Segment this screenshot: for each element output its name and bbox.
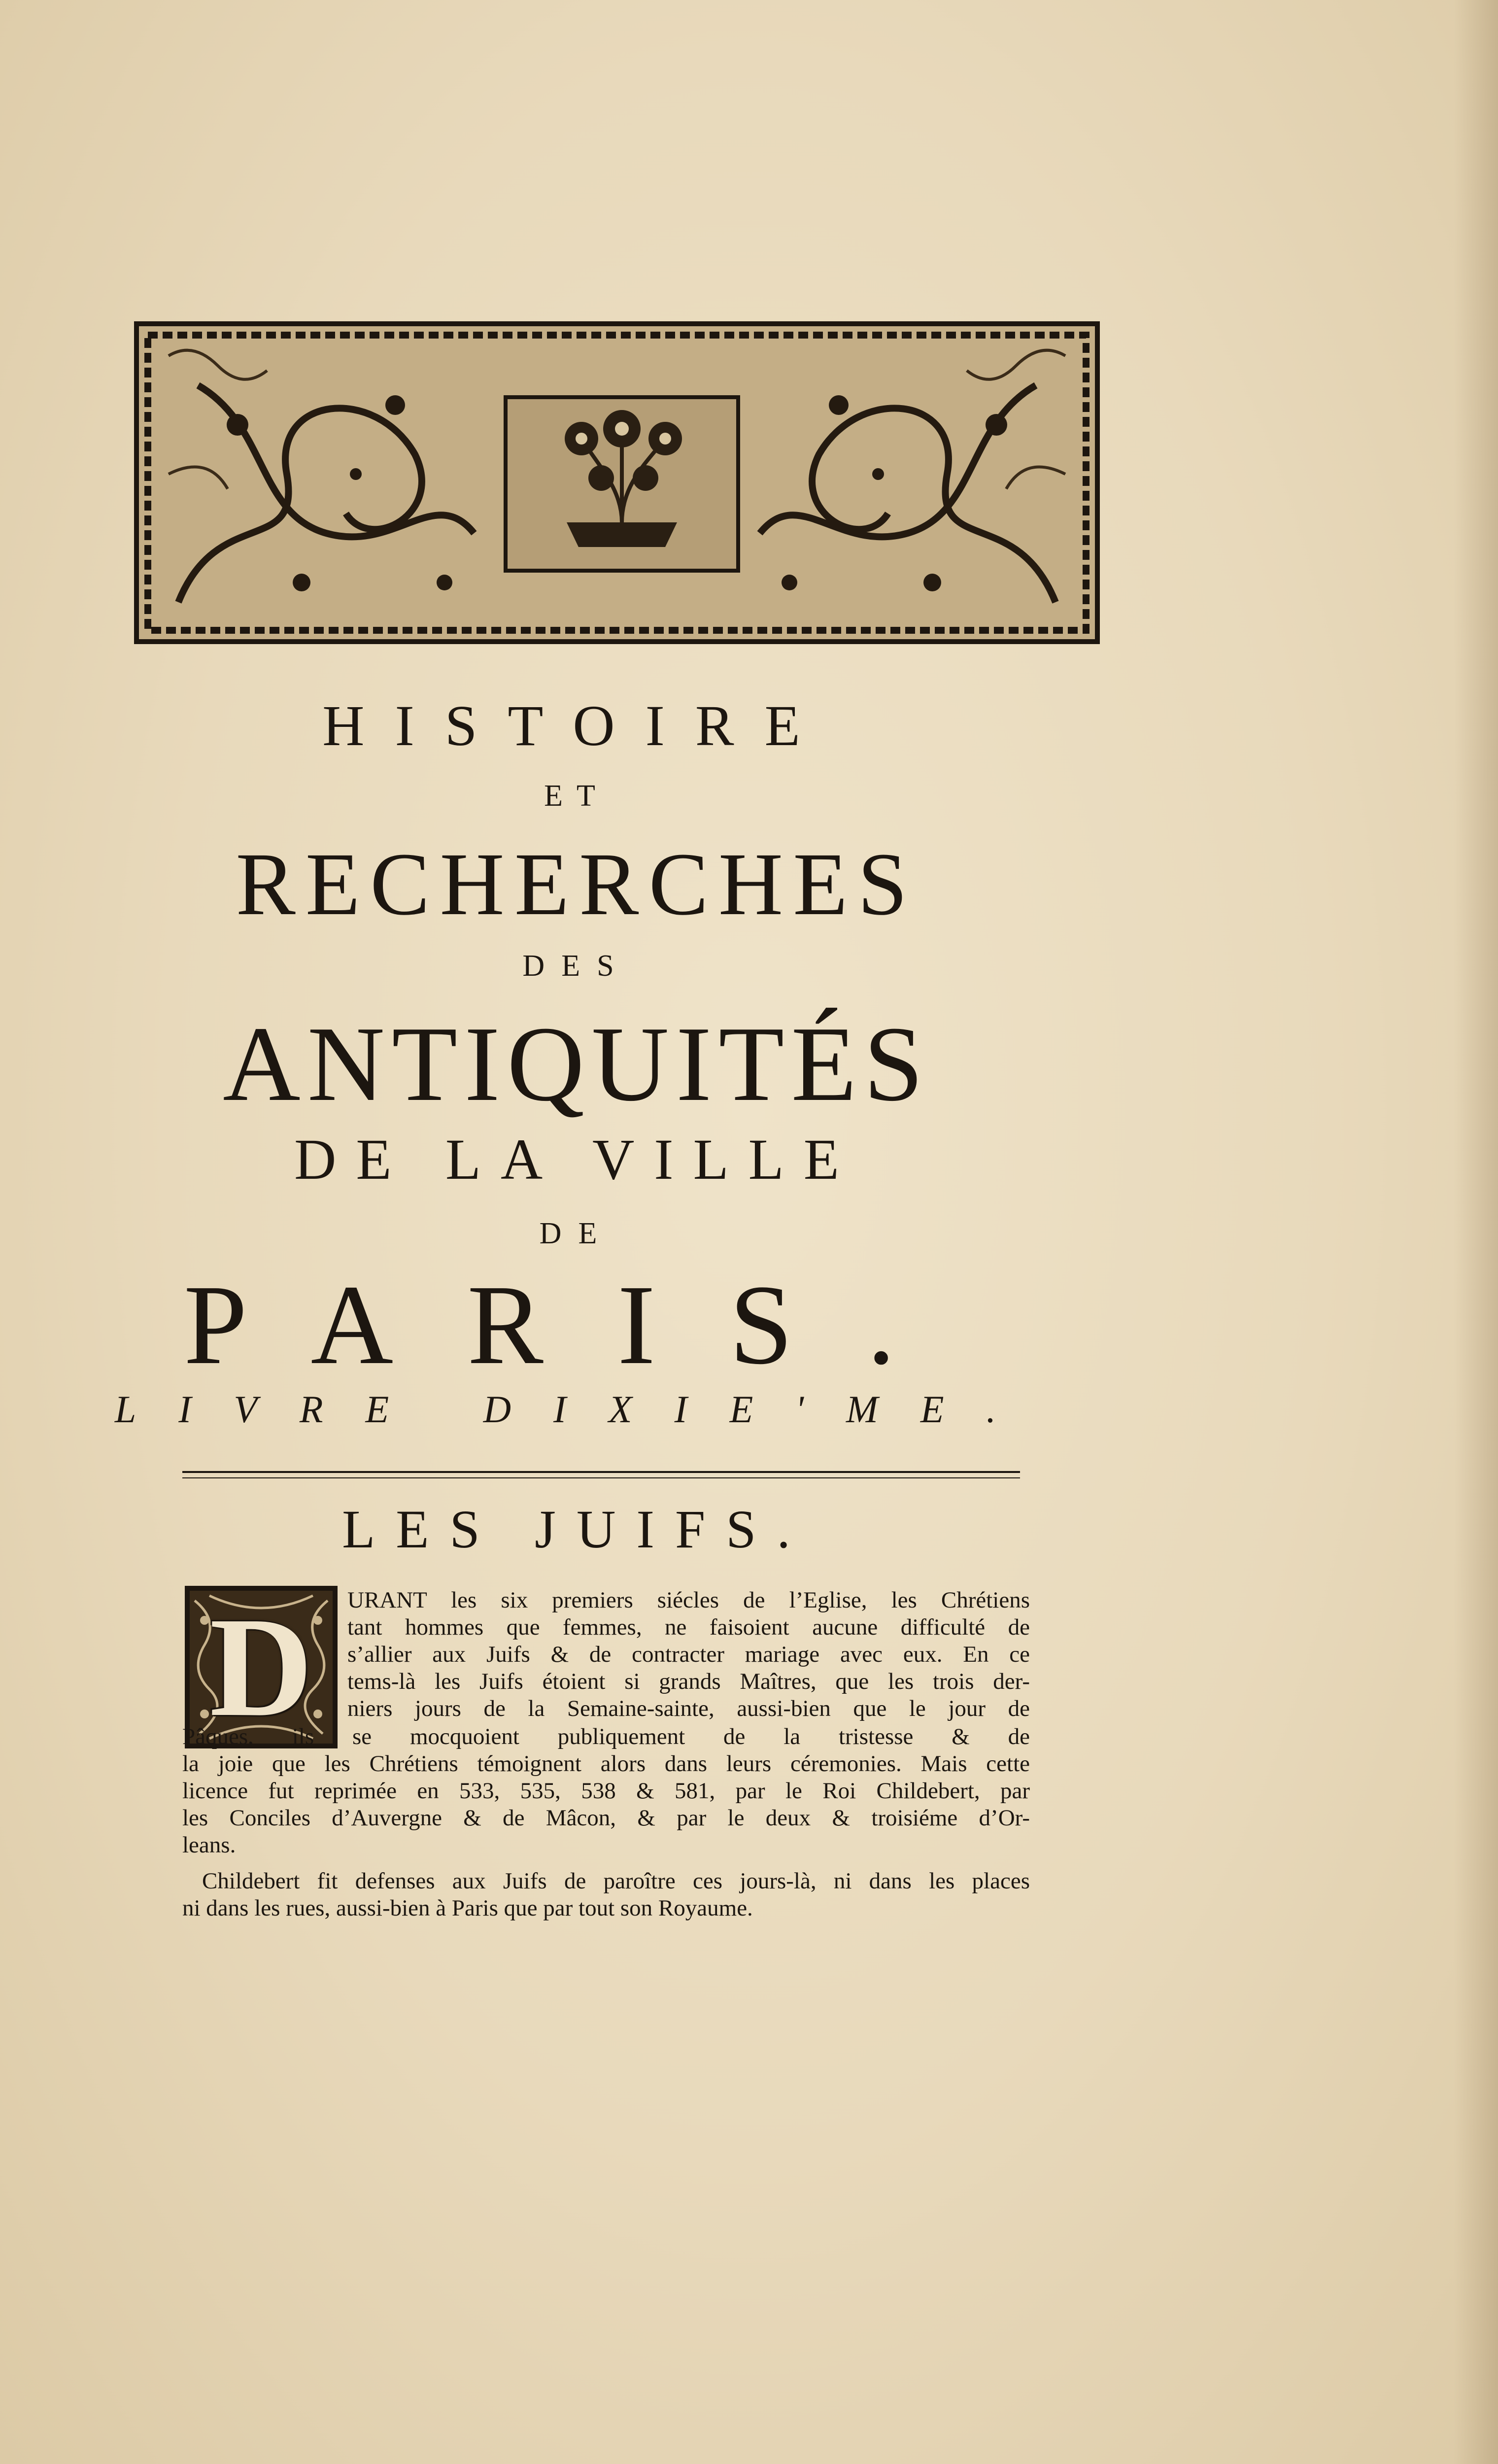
- text-line: les Conciles d’Auvergne & de Mâcon, & par le deux & troisiéme d’Or-: [182, 1805, 1030, 1831]
- text-line: Pâques, ils se mocquoient publiquement de la tristesse & de: [182, 1724, 1030, 1749]
- divider-rule-thick: [182, 1471, 1020, 1473]
- flower-basket-vignette: [504, 395, 740, 573]
- text-line: licence fut reprimée en 533, 535, 538 & 581, par le Roi Childebert, par: [182, 1778, 1030, 1804]
- dropcap-letter: D: [209, 1588, 313, 1746]
- title-des: DES: [522, 949, 631, 983]
- divider-rule-thin: [182, 1477, 1020, 1478]
- title-de: DE: [539, 1217, 614, 1250]
- title-antiquites: ANTIQUITÉS: [223, 1005, 930, 1124]
- chapter-heading: LES JUIFS.: [342, 1499, 811, 1559]
- flower-basket-icon: [508, 399, 736, 569]
- text-line: ni dans les rues, aussi-bien à Paris que par tout son Royaume.: [182, 1895, 753, 1921]
- text-line: tems-là les Juifs étoient si grands Maîtres, que les trois der-: [347, 1669, 1030, 1694]
- text-line: URANT les six premiers siécles de l’Eglise, les Chrétiens: [347, 1587, 1030, 1613]
- title-de-la-ville: DE LA VILLE: [294, 1127, 859, 1192]
- title-paris: PARIS.: [183, 1262, 970, 1388]
- book-number: LIVRE DIXIE'ME.: [114, 1388, 1039, 1431]
- title-histoire: HISTOIRE: [322, 693, 831, 758]
- ornamental-headpiece: [134, 321, 1100, 644]
- title-et: ET: [544, 779, 609, 813]
- text-line: niers jours de la Semaine-sainte, aussi-bien que le jour de: [347, 1696, 1030, 1721]
- text-line: Childebert fit defenses aux Juifs de paroître ces jours-là, ni dans les places: [202, 1868, 1030, 1894]
- text-line: tant hommes que femmes, ne faisoient aucune difficulté de: [347, 1614, 1030, 1640]
- text-line: la joie que les Chrétiens témoignent alors dans leurs céremonies. Mais cette: [182, 1751, 1030, 1777]
- page-edge-shadow: [1454, 0, 1498, 2464]
- text-line: s’allier aux Juifs & de contracter mariage avec eux. En ce: [347, 1642, 1030, 1667]
- text-line: leans.: [182, 1832, 236, 1858]
- title-recherches: RECHERCHES: [236, 835, 918, 934]
